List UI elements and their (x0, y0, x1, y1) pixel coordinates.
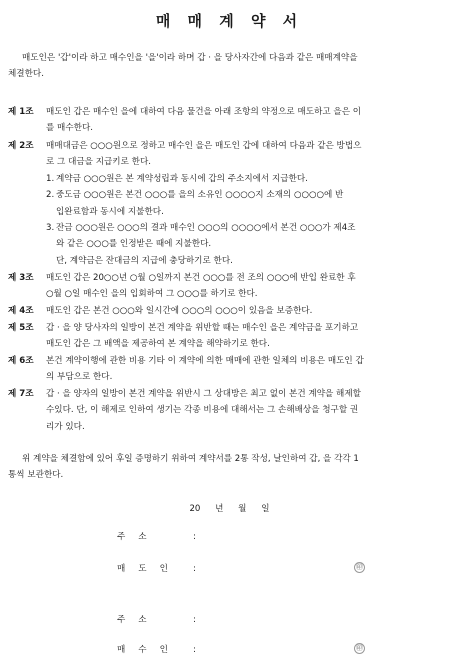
article-label: 제 1조 (8, 107, 34, 117)
intro-line: 체결한다. (8, 69, 44, 79)
article-4 (8, 303, 312, 319)
article-text: 매도인 갑은 그 배액을 제공하여 본 계약을 해약하기로 한다. (46, 339, 270, 350)
article-3 (8, 270, 356, 303)
article-text: 의 부담으로 한다. (46, 372, 113, 383)
article-6 (8, 353, 364, 386)
closing-line: 위 계약을 체결함에 있어 후일 증명하기 위하여 계약서를 2통 작성, 날인하여 갑, 을 각각 1 (22, 454, 359, 464)
field-label: 매수인 (117, 645, 181, 655)
article-2 (8, 138, 361, 269)
seller-address: 주소 : (117, 532, 196, 542)
field-label: 매도인 (117, 564, 181, 574)
seller-seal-icon: ㊞ (356, 563, 363, 571)
article-text: 를 매수한다. (46, 123, 93, 134)
intro-line: 매도인은 '갑'이라 하고 매수인을 '을'이라 하며 갑 · 을 당사자간에 다음과 같은 매매계약을 (22, 53, 358, 63)
field-label: 주소 (117, 615, 160, 625)
article-label: 제 3조 (8, 273, 34, 283)
article-text: 로 그 대금을 지급키로 한다. (46, 157, 151, 168)
payment-item-2: 2. 중도금 ○○○원은 본건 ○○○를 을의 소유인 ○○○○지 소재의 ○○○○에 반 (46, 190, 344, 201)
article-7 (8, 386, 361, 435)
article-5 (8, 320, 358, 353)
article-text: 매도인 갑은 본건 ○○○와 일시간에 ○○○의 ○○○이 있음을 보증한다. (46, 306, 313, 316)
field-label: 주소 (117, 532, 160, 542)
article-label: 제 2조 (8, 141, 34, 151)
article-label: 제 4조 (8, 306, 34, 316)
closing-paragraph (8, 451, 359, 483)
seller-name: 매도인 : (117, 564, 196, 574)
payment-item-2-cont: 입완료함과 동시에 지불한다. (56, 206, 164, 217)
article-text: ○월 ○일 매수인 을의 입회하여 그 ○○○를 하기로 한다. (46, 289, 258, 300)
article-text: 본건 계약이행에 관한 비용 기타 이 계약에 의한 매매에 관한 일체의 비용은 매도인 갑 (46, 356, 364, 366)
payment-item-1: 1. 계약금 ○○○원은 본 계약성립과 동시에 갑의 주소지에서 지급한다. (46, 173, 308, 184)
article-1 (8, 104, 361, 137)
article-label: 제 6조 (8, 356, 34, 366)
article-label: 제 7조 (8, 389, 34, 399)
buyer-name: 매수인 : (117, 645, 196, 655)
payment-item-3-cont: 와 같은 ○○○를 인정받은 때에 지불한다. (56, 239, 212, 250)
article-text: 갑 · 을 양 당사자의 일방이 본건 계약을 위반할 때는 매수인 을은 계약금을 포기하고 (46, 323, 359, 333)
payment-item-3-note: 단, 계약금은 잔대금의 지급에 충당하기로 한다. (56, 255, 233, 266)
article-label: 제 5조 (8, 323, 34, 333)
document-title: 매 매 계 약 서 (155, 12, 304, 30)
article-text: 매도인 갑은 매수인 을에 대하여 다음 물건을 아래 조항의 약정으로 매도하고 을은 이 (46, 107, 362, 117)
article-text: 갑 · 을 양자의 일방이 본건 계약을 위반시 그 상대방은 최고 없이 본건 계약을 해제할 (46, 389, 361, 399)
closing-line: 통씩 보관한다. (8, 470, 64, 480)
intro-paragraph (8, 50, 358, 82)
payment-item-3: 3. 잔금 ○○○원은 ○○○의 결과 매수인 ○○○의 ○○○○에서 본건 ○○○가 제4조 (46, 223, 356, 234)
buyer-seal-icon: ㊞ (356, 644, 363, 652)
article-text: 매도인 갑은 20○○년 ○월 ○일까지 본건 ○○○를 전 조의 ○○○에 반입 완료한 후 (46, 273, 356, 283)
article-text: 수있다. 단, 이 해제로 인하여 생기는 각종 비용에 대해서는 그 손해배상을 청구할 권 (46, 405, 359, 416)
article-text: 리가 있다. (46, 421, 85, 432)
date-line: 20 년 월 일 (189, 504, 270, 514)
buyer-address: 주소 : (117, 615, 196, 625)
article-text: 매매대금은 ○○○원으로 정하고 매수인 을은 매도인 갑에 대하여 다음과 같은 방법으 (46, 141, 362, 151)
